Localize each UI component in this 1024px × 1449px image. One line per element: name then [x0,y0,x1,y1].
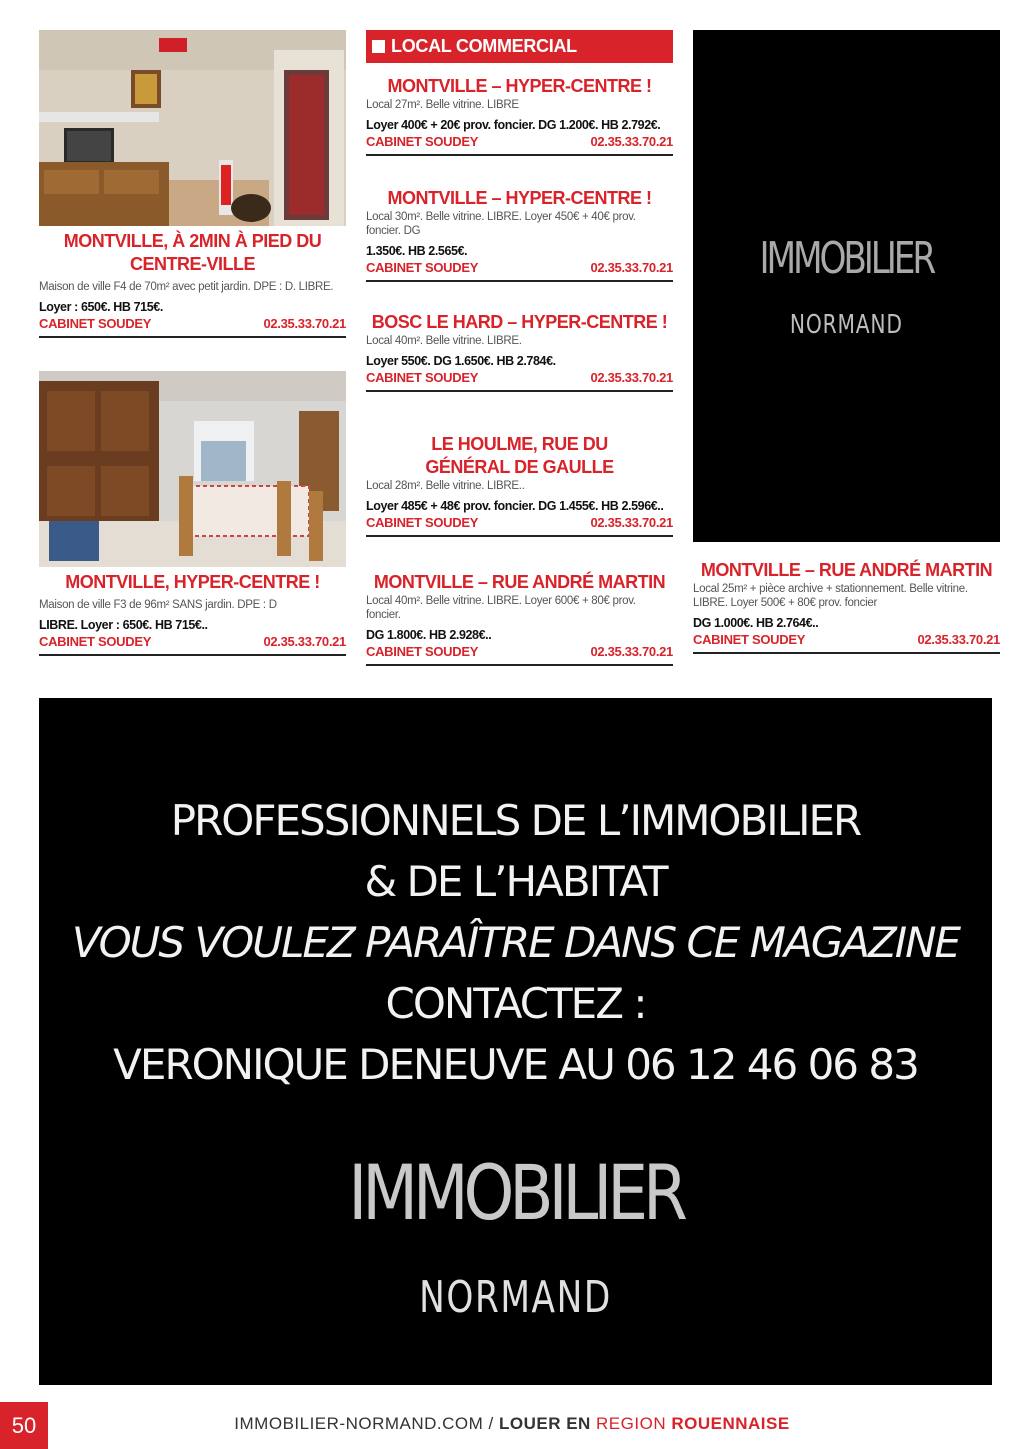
agency-name: CABINET SOUDEY [693,632,806,647]
listing-description: Maison de ville F3 de 96m² SANS jardin. DPE : D [39,599,277,611]
listing-bosc-le-hard [366,311,673,392]
listing-contact [39,633,346,656]
listing-price: DG 1.800€. HB 2.928€.. [366,628,492,642]
listing-contact [366,259,673,282]
listing-montville-2min [39,230,346,338]
ad-logo-main: IMMOBILIER [348,1148,683,1237]
agency-name: CABINET SOUDEY [366,515,479,530]
agency-name: CABINET SOUDEY [366,260,479,275]
listing-contact [366,514,673,537]
listing-contact [366,133,673,156]
page-number: 50 [0,1402,48,1449]
listing-price: 1.350€. HB 2.565€. [366,244,468,258]
footer-separator: / [483,1414,499,1433]
ad-line-2: & DE L’HABITAT [364,857,667,906]
advertising-banner [39,698,992,1385]
listing-montville-hyper-27 [366,75,673,156]
listing-price: Loyer : 650€. HB 715€. [39,300,163,314]
listing-title: MONTVILLE – RUE ANDRÉ MARTIN [700,560,993,580]
phone-number[interactable]: 02.35.33.70.21 [590,644,673,659]
section-badge-local-commercial [366,30,673,63]
listing-contact [693,631,1000,654]
listing-title: MONTVILLE – RUE ANDRÉ MARTIN [373,572,666,592]
phone-number[interactable]: 02.35.33.70.21 [590,370,673,385]
footer-region: REGION [596,1414,672,1433]
listing-description: Local 40m². Belle vitrine. LIBRE. Loyer 600€ + 80€ prov. foncier. [366,595,636,621]
agency-name: CABINET SOUDEY [366,644,479,659]
listing-description: Local 25m² + pièce archive + stationnement. Belle vitrine. LIBRE. Loyer 500€ + 80€ prov. foncier [693,583,968,609]
ad-line-4: CONTACTEZ : [385,979,646,1028]
phone-number[interactable]: 02.35.33.70.21 [590,260,673,275]
listing-description: Local 40m². Belle vitrine. LIBRE. [366,335,522,347]
ad-line-1: PROFESSIONNELS DE L’IMMOBILIER [170,796,861,845]
logo-main-text: IMMOBILIER [759,232,934,284]
dining-room-photo [39,371,346,567]
phone-number[interactable]: 02.35.33.70.21 [917,632,1000,647]
agency-name: CABINET SOUDEY [366,134,479,149]
section-badge-label: LOCAL COMMERCIAL [391,36,577,56]
listing-description: Local 30m². Belle vitrine. LIBRE. Loyer 450€ + 40€ prov. foncier. DG [366,211,636,237]
listing-title: MONTVILLE, HYPER-CENTRE ! [65,572,320,592]
phone-number[interactable]: 02.35.33.70.21 [590,515,673,530]
page-footer [0,1402,1024,1449]
listing-title: MONTVILLE – HYPER-CENTRE ! [387,188,652,208]
listing-description: Local 27m². Belle vitrine. LIBRE [366,99,519,111]
agency-name: CABINET SOUDEY [39,634,152,649]
listing-description: Local 28m². Belle vitrine. LIBRE.. [366,480,525,492]
phone-number[interactable]: 02.35.33.70.21 [590,134,673,149]
ad-logo-sub: NORMAND [419,1272,612,1323]
footer-city: ROUENNAISE [671,1414,790,1433]
ad-line-5: VERONIQUE DENEUVE AU 06 12 46 06 83 [113,1040,918,1089]
listing-contact [366,643,673,666]
listing-price: Loyer 485€ + 48€ prov. foncier. DG 1.455€. HB 2.596€.. [366,499,664,513]
listing-contact [366,369,673,392]
listing-title: MONTVILLE, À 2MIN À PIED DU CENTRE-VILLE [63,231,322,274]
footer-louer: LOUER EN [498,1414,597,1433]
listing-price: Loyer 400€ + 20€ prov. foncier. DG 1.200€. HB 2.792€. [366,118,661,132]
logo-sub-text: NORMAND [790,309,903,340]
listing-description: Maison de ville F4 de 70m² avec petit jardin. DPE : D. LIBRE. [39,281,334,293]
listing-le-houlme [366,433,673,537]
listing-montville-hyper-f3 [39,571,346,656]
listing-montville-hyper-30 [366,187,673,282]
ad-text-block [39,790,992,1095]
listing-price: Loyer 550€. DG 1.650€. HB 2.784€. [366,354,556,368]
listing-title: BOSC LE HARD – HYPER-CENTRE ! [371,312,668,332]
ad-line-3: VOUS VOULEZ PARAÎTRE DANS CE MAGAZINE [71,918,960,967]
listing-contact [39,315,346,338]
listing-price: DG 1.000€. HB 2.764€.. [693,616,819,630]
listing-title: MONTVILLE – HYPER-CENTRE ! [387,76,652,96]
footer-text [0,1414,1024,1434]
phone-number[interactable]: 02.35.33.70.21 [263,316,346,331]
listing-montville-andre-martin-25 [693,559,1000,654]
agency-name: CABINET SOUDEY [366,370,479,385]
immobilier-normand-logo [693,30,1000,542]
listing-price: LIBRE. Loyer : 650€. HB 715€.. [39,618,208,632]
phone-number[interactable]: 02.35.33.70.21 [263,634,346,649]
agency-name: CABINET SOUDEY [39,316,152,331]
listing-title: LE HOULME, RUE DU GÉNÉRAL DE GAULLE [425,434,614,477]
square-icon [372,40,385,53]
living-room-photo [39,30,346,226]
listing-montville-andre-martin-40 [366,571,673,666]
footer-site[interactable]: IMMOBILIER-NORMAND.COM [234,1414,484,1433]
